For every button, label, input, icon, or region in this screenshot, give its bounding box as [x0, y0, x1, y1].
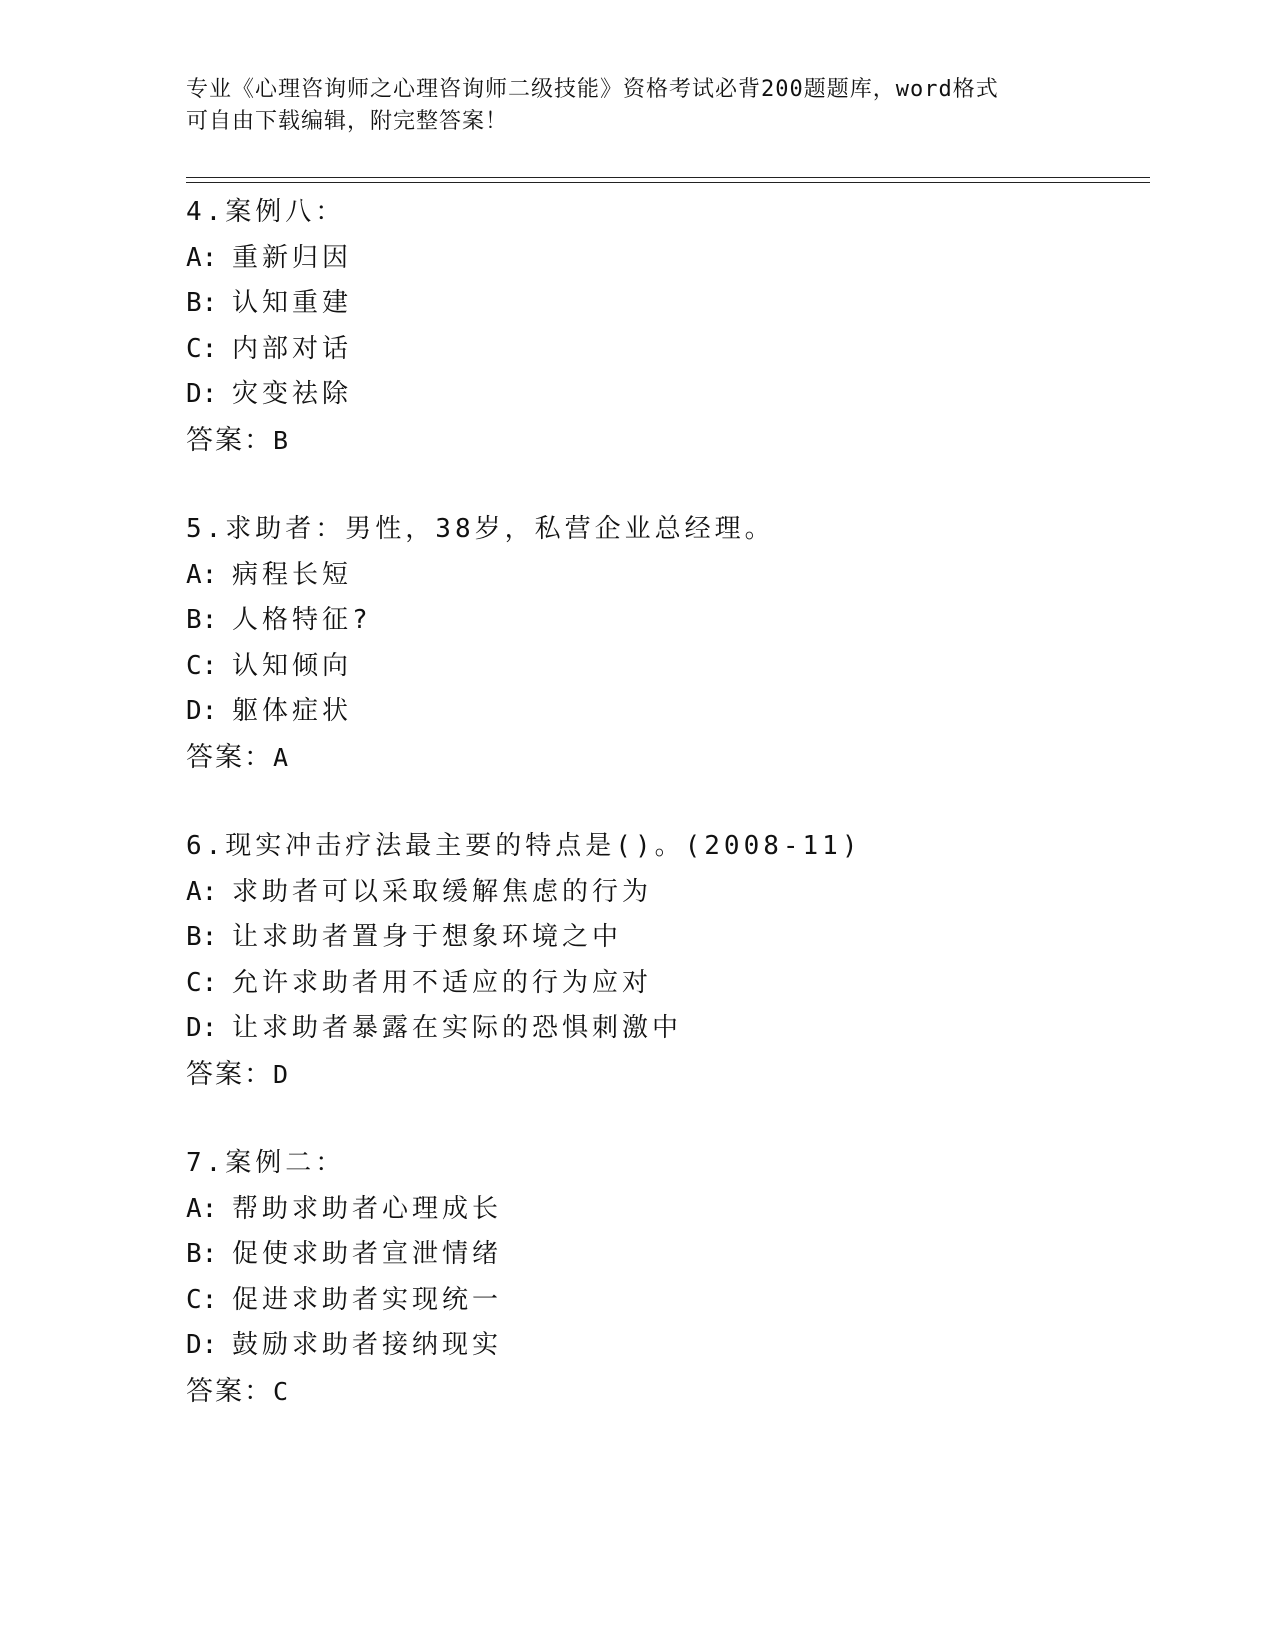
answer-row — [186, 1052, 1146, 1098]
question-stem: 7.案例二： — [186, 1148, 346, 1178]
option-letter: B: — [186, 922, 218, 952]
option-row — [186, 281, 1146, 327]
answer-value: D — [273, 1059, 289, 1089]
option-row — [186, 598, 1146, 644]
option-row — [186, 1278, 1146, 1324]
option-row — [186, 553, 1146, 599]
answer-value: C — [273, 1376, 289, 1406]
option-letter: A: — [186, 876, 218, 907]
option-letter: A: — [186, 559, 218, 590]
option-row — [186, 1232, 1146, 1278]
option-letter: D: — [186, 696, 218, 726]
header-line-2: 可自由下载编辑，附完整答案！ — [186, 109, 509, 134]
option-row — [186, 870, 1146, 916]
option-letter: B: — [186, 605, 218, 635]
answer-row — [186, 735, 1146, 781]
question-block — [186, 507, 1146, 780]
option-row — [186, 961, 1146, 1007]
option-letter: D: — [186, 379, 218, 409]
option-letter: B: — [186, 1239, 218, 1269]
option-row — [186, 327, 1146, 373]
document-header — [186, 74, 1086, 138]
option-row — [186, 236, 1146, 282]
header-line-1: 专业《心理咨询师之心理咨询师二级技能》资格考试必背200题题库，word格式 — [186, 77, 999, 102]
question-block — [186, 190, 1146, 463]
header-divider-bottom — [186, 182, 1150, 183]
answer-label: 答案： — [186, 1375, 273, 1407]
answer-label: 答案： — [186, 1058, 273, 1090]
question-block — [186, 824, 1146, 1097]
option-row — [186, 915, 1146, 961]
option-text: 认知重建 — [232, 288, 353, 318]
option-text: 促使求助者宣泄情绪 — [232, 1239, 503, 1269]
option-row — [186, 1006, 1146, 1052]
option-text: 促进求助者实现统一 — [232, 1284, 503, 1315]
option-letter: C: — [186, 650, 218, 681]
option-row — [186, 372, 1146, 418]
option-text: 人格特征? — [232, 605, 372, 635]
option-text: 重新归因 — [232, 242, 353, 273]
option-text: 病程长短 — [232, 559, 353, 590]
option-row — [186, 644, 1146, 690]
answer-row — [186, 1369, 1146, 1415]
question-stem: 5.求助者：男性，38岁，私营企业总经理。 — [186, 514, 775, 544]
option-letter: D: — [186, 1330, 218, 1360]
option-letter: D: — [186, 1013, 218, 1043]
option-text: 允许求助者用不适应的行为应对 — [232, 967, 653, 998]
answer-value: B — [273, 425, 289, 455]
option-row — [186, 689, 1146, 735]
question-block — [186, 1141, 1146, 1414]
option-letter: C: — [186, 967, 218, 998]
option-letter: A: — [186, 242, 218, 273]
question-stem: 4.案例八： — [186, 197, 346, 227]
option-text: 内部对话 — [232, 333, 353, 364]
option-text: 认知倾向 — [232, 650, 353, 681]
answer-value: A — [273, 742, 289, 772]
question-stem: 6.现实冲击疗法最主要的特点是()。(2008-11) — [186, 831, 862, 861]
option-text: 让求助者暴露在实际的恐惧刺激中 — [232, 1013, 683, 1043]
answer-label: 答案： — [186, 424, 273, 456]
answer-row — [186, 418, 1146, 464]
option-letter: C: — [186, 1284, 218, 1315]
option-text: 鼓励求助者接纳现实 — [232, 1330, 503, 1360]
option-letter: C: — [186, 333, 218, 364]
option-text: 帮助求助者心理成长 — [232, 1193, 503, 1224]
option-letter: B: — [186, 288, 218, 318]
option-text: 躯体症状 — [232, 696, 353, 726]
option-text: 求助者可以采取缓解焦虑的行为 — [232, 876, 653, 907]
answer-label: 答案： — [186, 741, 273, 773]
question-list — [186, 190, 1146, 1458]
option-text: 灾变祛除 — [232, 379, 353, 409]
option-row — [186, 1187, 1146, 1233]
option-row — [186, 1323, 1146, 1369]
option-text: 让求助者置身于想象环境之中 — [232, 922, 623, 952]
header-divider-top — [186, 177, 1150, 178]
option-letter: A: — [186, 1193, 218, 1224]
